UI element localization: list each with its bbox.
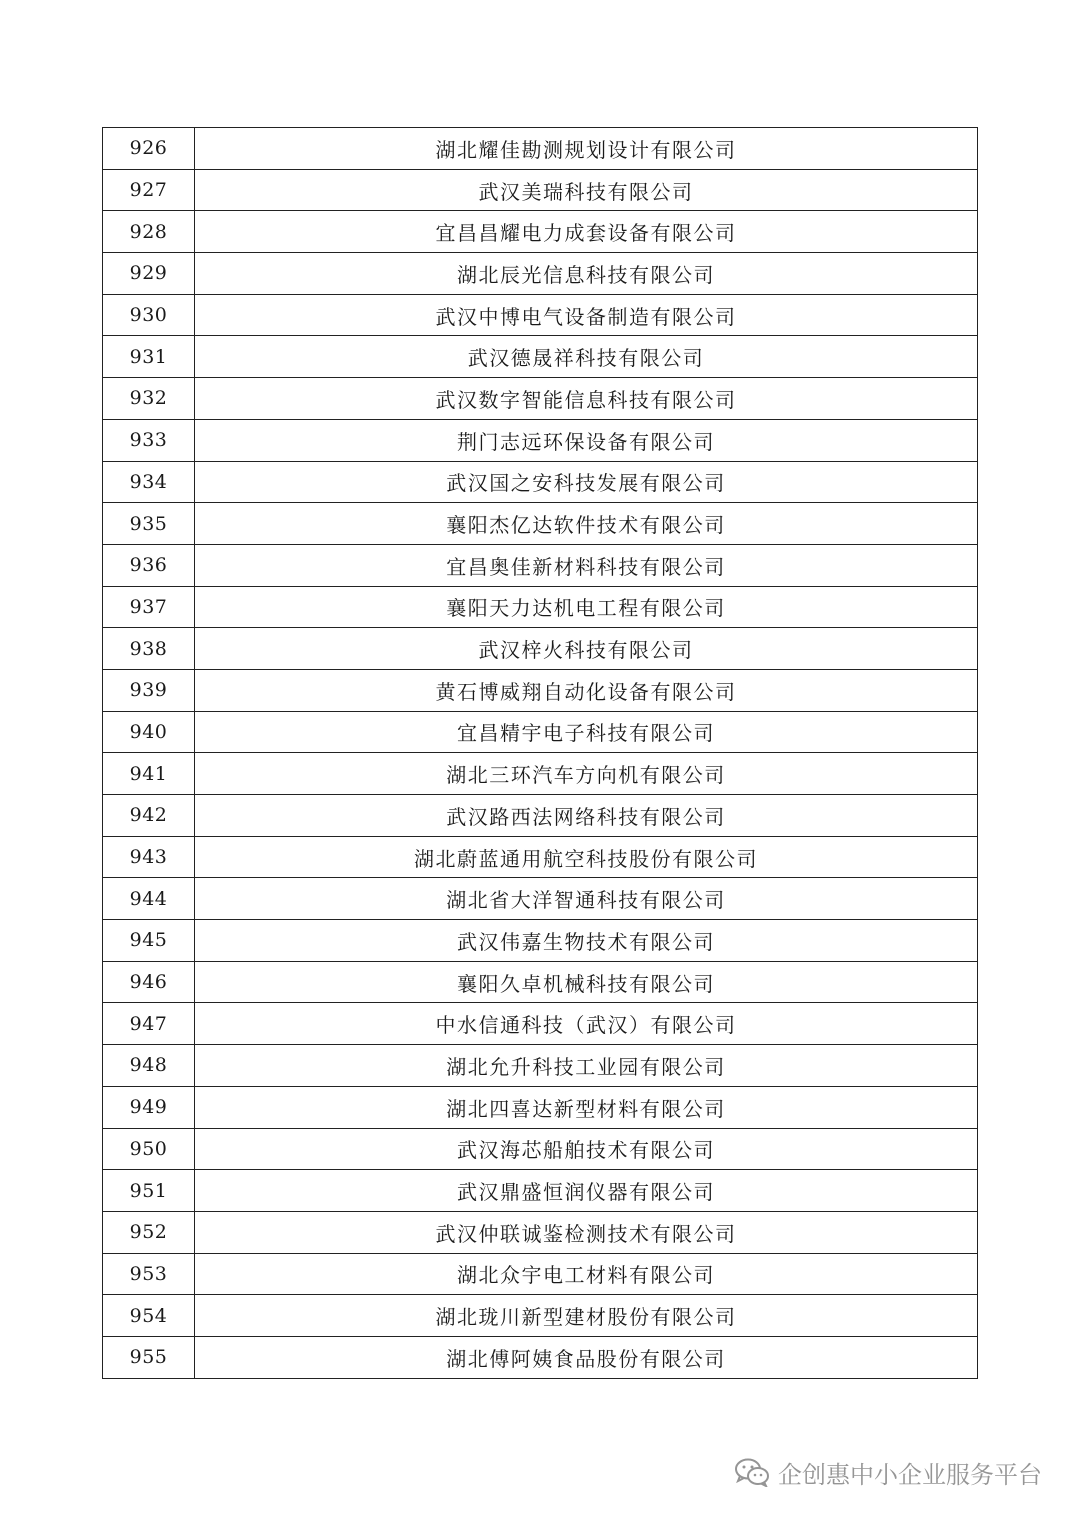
row-number: 946 — [103, 961, 195, 1003]
company-name: 宜昌昌耀电力成套设备有限公司 — [195, 211, 978, 253]
table-row — [103, 378, 978, 420]
company-name: 宜昌奥佳新材料科技有限公司 — [195, 544, 978, 586]
row-number: 945 — [103, 920, 195, 962]
company-name: 湖北四喜达新型材料有限公司 — [195, 1086, 978, 1128]
row-number: 955 — [103, 1336, 195, 1378]
row-number: 927 — [103, 169, 195, 211]
company-name: 武汉国之安科技发展有限公司 — [195, 461, 978, 503]
company-name: 武汉路西法网络科技有限公司 — [195, 795, 978, 837]
company-name: 湖北允升科技工业园有限公司 — [195, 1045, 978, 1087]
table-row — [103, 544, 978, 586]
row-number: 930 — [103, 294, 195, 336]
row-number: 941 — [103, 753, 195, 795]
watermark-text: 企创惠中小企业服务平台 — [778, 1460, 1042, 1489]
company-name: 湖北耀佳勘测规划设计有限公司 — [195, 128, 978, 170]
table-row — [103, 1045, 978, 1087]
row-number: 940 — [103, 711, 195, 753]
row-number: 928 — [103, 211, 195, 253]
row-number: 933 — [103, 419, 195, 461]
table-row — [103, 586, 978, 628]
company-name: 武汉美瑞科技有限公司 — [195, 169, 978, 211]
table-row — [103, 711, 978, 753]
table-row — [103, 503, 978, 545]
table-row — [103, 253, 978, 295]
company-name: 湖北辰光信息科技有限公司 — [195, 253, 978, 295]
row-number: 951 — [103, 1170, 195, 1212]
table-row — [103, 1295, 978, 1337]
row-number: 953 — [103, 1253, 195, 1295]
company-name: 黄石博威翔自动化设备有限公司 — [195, 669, 978, 711]
table-row — [103, 1128, 978, 1170]
table-row — [103, 294, 978, 336]
company-name: 宜昌精宇电子科技有限公司 — [195, 711, 978, 753]
company-name: 武汉数字智能信息科技有限公司 — [195, 378, 978, 420]
table-row — [103, 336, 978, 378]
table-row — [103, 419, 978, 461]
table-row — [103, 836, 978, 878]
company-name: 襄阳杰亿达软件技术有限公司 — [195, 503, 978, 545]
watermark — [734, 1452, 1042, 1492]
company-name: 武汉梓火科技有限公司 — [195, 628, 978, 670]
company-name: 荆门志远环保设备有限公司 — [195, 419, 978, 461]
table-row — [103, 211, 978, 253]
table-row — [103, 753, 978, 795]
company-name: 湖北蔚蓝通用航空科技股份有限公司 — [195, 836, 978, 878]
table-row — [103, 961, 978, 1003]
row-number: 926 — [103, 128, 195, 170]
company-name: 湖北珑川新型建材股份有限公司 — [195, 1295, 978, 1337]
row-number: 949 — [103, 1086, 195, 1128]
row-number: 936 — [103, 544, 195, 586]
company-name: 襄阳久卓机械科技有限公司 — [195, 961, 978, 1003]
table-row — [103, 461, 978, 503]
row-number: 934 — [103, 461, 195, 503]
company-name: 武汉仲联诚鉴检测技术有限公司 — [195, 1211, 978, 1253]
row-number: 943 — [103, 836, 195, 878]
table-row — [103, 128, 978, 170]
company-name: 湖北傅阿姨食品股份有限公司 — [195, 1336, 978, 1378]
table-row — [103, 1086, 978, 1128]
table-row — [103, 920, 978, 962]
company-name: 中水信通科技（武汉）有限公司 — [195, 1003, 978, 1045]
row-number: 939 — [103, 669, 195, 711]
company-name: 武汉德晟祥科技有限公司 — [195, 336, 978, 378]
table-row — [103, 1336, 978, 1378]
table-row — [103, 1253, 978, 1295]
row-number: 937 — [103, 586, 195, 628]
row-number: 948 — [103, 1045, 195, 1087]
row-number: 952 — [103, 1211, 195, 1253]
row-number: 950 — [103, 1128, 195, 1170]
row-number: 954 — [103, 1295, 195, 1337]
wechat-icon — [734, 1457, 770, 1487]
table-row — [103, 1211, 978, 1253]
company-name: 湖北省大洋智通科技有限公司 — [195, 878, 978, 920]
row-number: 931 — [103, 336, 195, 378]
row-number: 935 — [103, 503, 195, 545]
row-number: 942 — [103, 795, 195, 837]
table-row — [103, 628, 978, 670]
company-name: 襄阳天力达机电工程有限公司 — [195, 586, 978, 628]
row-number: 938 — [103, 628, 195, 670]
company-name: 武汉伟嘉生物技术有限公司 — [195, 920, 978, 962]
company-name: 湖北众宇电工材料有限公司 — [195, 1253, 978, 1295]
table-row — [103, 169, 978, 211]
row-number: 944 — [103, 878, 195, 920]
company-name: 武汉鼎盛恒润仪器有限公司 — [195, 1170, 978, 1212]
table-row — [103, 878, 978, 920]
row-number: 932 — [103, 378, 195, 420]
table-row — [103, 1170, 978, 1212]
company-name: 武汉中博电气设备制造有限公司 — [195, 294, 978, 336]
company-name: 湖北三环汽车方向机有限公司 — [195, 753, 978, 795]
company-name: 武汉海芯船舶技术有限公司 — [195, 1128, 978, 1170]
table-row — [103, 669, 978, 711]
row-number: 947 — [103, 1003, 195, 1045]
table-row — [103, 795, 978, 837]
table-row — [103, 1003, 978, 1045]
row-number: 929 — [103, 253, 195, 295]
company-list-body — [103, 128, 978, 1379]
company-list-table — [102, 127, 978, 1379]
